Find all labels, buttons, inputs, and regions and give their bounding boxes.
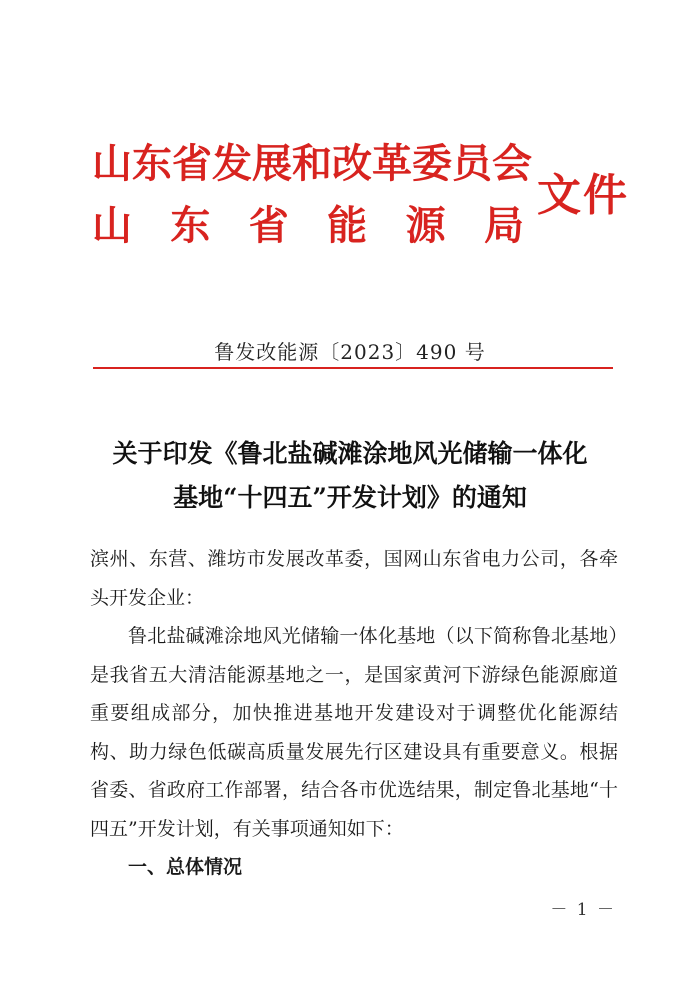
issuer-char: 东 [170, 202, 211, 249]
issuer-char: 发 [212, 140, 252, 187]
red-divider-line [93, 367, 613, 369]
page-number: － 1 － [550, 900, 616, 920]
issuer-name-line-2 [92, 199, 524, 253]
document-title [70, 432, 630, 520]
issuer-char: 源 [405, 202, 446, 249]
issuer-char: 委 [412, 140, 452, 187]
title-line-1: 关于印发《鲁北盐碱滩涂地风光储输一体化 [112, 439, 588, 468]
issuer-char: 省 [172, 140, 212, 187]
addressee-paragraph: 滨州、东营、潍坊市发展改革委，国网山东省电力公司，各牵头开发企业： [90, 548, 618, 609]
issuer-char: 员 [452, 140, 492, 187]
issuer-char: 和 [292, 140, 332, 187]
document-body [90, 540, 618, 887]
title-line-2: 基地“十四五”开发计划》的通知 [173, 483, 527, 512]
issuer-char: 东 [132, 140, 172, 187]
issuer-char: 改 [332, 140, 372, 187]
issuer-char: 省 [248, 202, 289, 249]
issuer-char: 会 [492, 140, 532, 187]
body-paragraph: 鲁北盐碱滩涂地风光储输一体化基地（以下简称鲁北基地）是我省五大清洁能源基地之一，是国家黄河下游绿色能源廊道重要组成部分，加快推进基地开发建设对于调整优化能源结构、助力绿色低碳高质量发展先行区建设具有重要意义。根据省委、省政府工作部署，结合各市优选结果，制定鲁北基地“十四五”开发计划，有关事项通知如下： [90, 625, 618, 840]
document-number: 鲁发改能源〔2023〕490 号 [214, 340, 486, 364]
issuer-char: 展 [252, 140, 292, 187]
issuer-name-line-1 [92, 137, 532, 191]
issuer-char: 山 [92, 202, 132, 249]
issuer-char: 革 [372, 140, 412, 187]
issuer-char: 山 [92, 140, 132, 187]
issuer-char: 局 [483, 202, 524, 249]
document-type-label: 文件 [537, 170, 629, 221]
issuer-char: 能 [327, 202, 368, 249]
section-heading: 一、总体情况 [128, 856, 243, 878]
document-header [92, 137, 629, 255]
